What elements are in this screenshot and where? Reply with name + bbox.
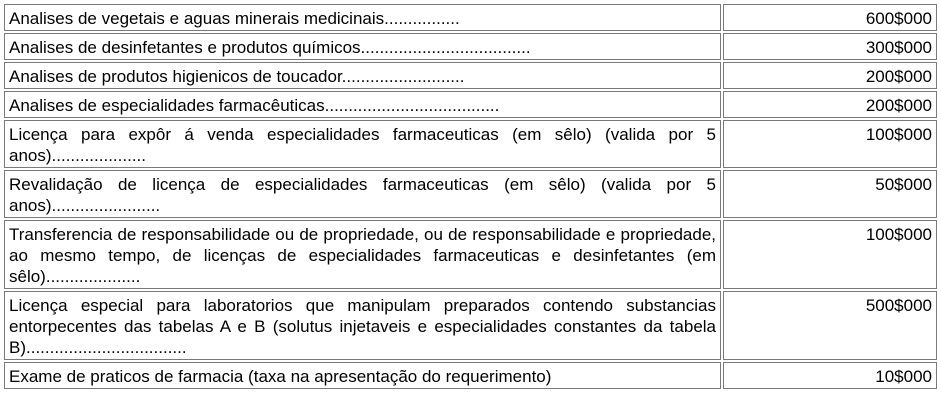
fee-description: Analises de vegetais e aguas minerais medicinais................ xyxy=(4,4,721,31)
fee-amount: 300$000 xyxy=(723,33,937,60)
table-row xyxy=(4,170,937,218)
table-row xyxy=(4,362,937,389)
fee-description: Exame de praticos de farmacia (taxa na apresentação do requerimento) xyxy=(4,362,721,389)
table-row xyxy=(4,62,937,89)
fee-amount: 600$000 xyxy=(723,4,937,31)
fee-amount: 200$000 xyxy=(723,91,937,118)
fee-amount: 100$000 xyxy=(723,120,937,168)
table-row xyxy=(4,120,937,168)
table-row xyxy=(4,291,937,360)
table-row xyxy=(4,220,937,289)
fee-description: Analises de desinfetantes e produtos químicos.................................... xyxy=(4,33,721,60)
fee-description: Transferencia de responsabilidade ou de propriedade, ou de responsabilidade e propriedade, ao mesmo tempo, de licenças de especialidades farmaceuticas e desinfetantes (em sêlo).................... xyxy=(4,220,721,289)
fee-table-body xyxy=(4,4,937,389)
table-row xyxy=(4,4,937,31)
fee-amount: 50$000 xyxy=(723,170,937,218)
table-row xyxy=(4,33,937,60)
fee-table xyxy=(2,2,939,391)
fee-amount: 10$000 xyxy=(723,362,937,389)
fee-amount: 200$000 xyxy=(723,62,937,89)
fee-description: Analises de produtos higienicos de toucador.......................... xyxy=(4,62,721,89)
fee-description: Analises de especialidades farmacêuticas..................................... xyxy=(4,91,721,118)
table-row xyxy=(4,91,937,118)
fee-amount: 100$000 xyxy=(723,220,937,289)
fee-description: Revalidação de licença de especialidades farmaceuticas (em sêlo) (valida por 5 anos)....................... xyxy=(4,170,721,218)
fee-amount: 500$000 xyxy=(723,291,937,360)
fee-description: Licença para expôr á venda especialidades farmaceuticas (em sêlo) (valida por 5 anos).................... xyxy=(4,120,721,168)
fee-description: Licença especial para laboratorios que manipulam preparados contendo substancias entorpecentes das tabelas A e B (solutus injetaveis e especialidades constantes da tabela B).................................. xyxy=(4,291,721,360)
